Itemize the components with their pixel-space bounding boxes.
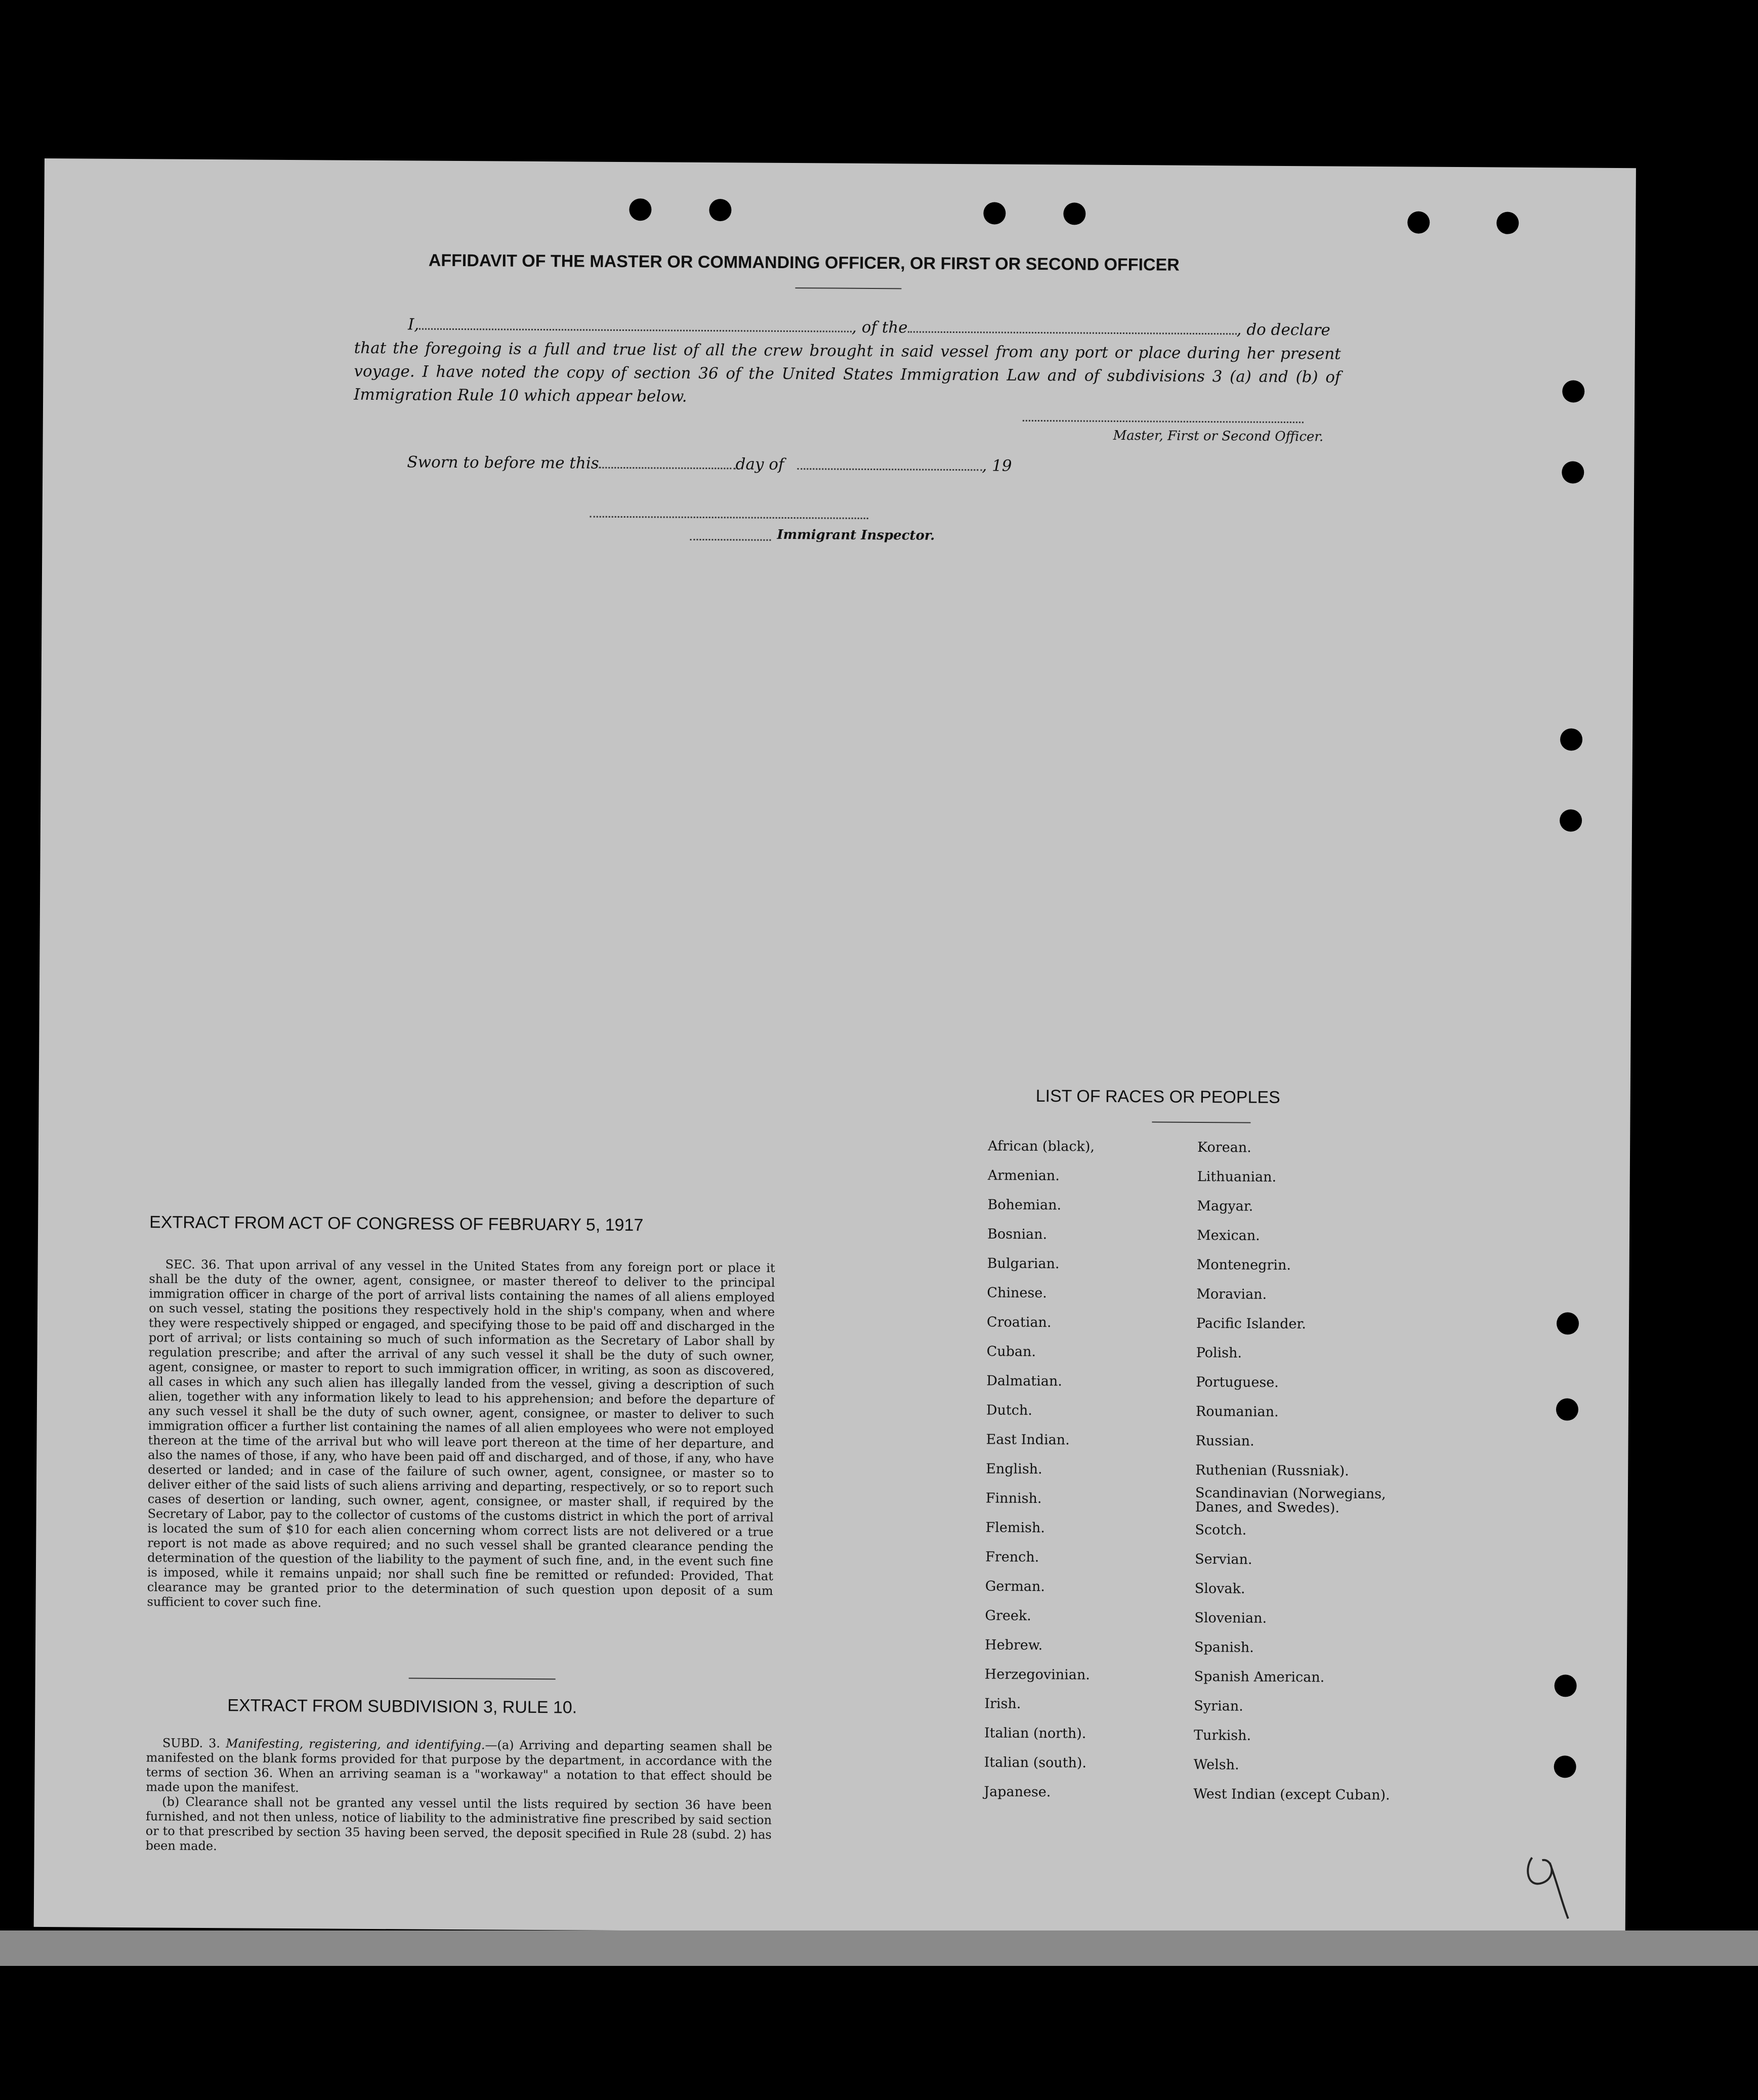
extract-act-text [147,1257,775,1613]
master-label: Master, First or Second Officer. [1113,428,1324,445]
race-item: Magyar. [1197,1198,1253,1214]
race-item: Moravian. [1196,1286,1267,1303]
race-item: East Indian. [986,1432,1070,1448]
races-title: LIST OF RACES OR PEOPLES [1035,1086,1280,1107]
affidavit-body: that the foregoing is a full and true list of all the crew brought in said vessel from any port or place during her present voyage. I have noted the copy of section 36 of the United States Immigration Law and of subdivisions 3 (a) and (b) of Immigration Rule 10 which appear below. [354,339,1341,406]
race-item: Bosnian. [987,1226,1048,1243]
punch-hole [1554,1755,1576,1778]
race-item: Montenegrin. [1196,1256,1291,1274]
race-item: Mexican. [1196,1227,1260,1244]
race-item: Croatian. [986,1314,1052,1331]
sworn-line [407,453,1012,475]
subd-a-body: —(a) Arriving and departing seamen shall be manifested on the blank forms provided for that purpose by the department, in accordance with the terms of section 36. When an arriving seaman is a "workaway" a notation to that effect should be made upon the manifest. [146,1738,772,1795]
inspector-signature-line-short[interactable] [690,539,771,541]
race-item: Pacific Islander. [1196,1315,1307,1332]
document-page [34,158,1636,1937]
punch-hole [1562,380,1584,402]
punch-hole [1496,212,1519,234]
race-item: Servian. [1195,1551,1252,1568]
race-item: Italian (south). [984,1754,1087,1771]
race-item: Irish. [984,1696,1021,1712]
race-item: West Indian (except Cuban). [1193,1786,1390,1803]
extract-divider [409,1677,556,1679]
title-divider [795,287,901,289]
race-item: Greek. [985,1608,1031,1624]
punch-hole [983,202,1006,224]
year-label: , 19 [982,456,1012,475]
punch-hole [1562,461,1584,483]
extract-rule-text [146,1736,772,1857]
subdivision-a-text [146,1736,772,1798]
sworn-day-field[interactable] [599,467,736,470]
label-i: I, [407,315,420,334]
master-signature-line[interactable] [1023,420,1304,423]
races-left-column [984,1131,1170,1808]
subdivision-b-text: (b) Clearance shall not be granted any vessel until the lists required by section 36 have been furnished, and not then unless, notice of liability to the administrative fine prescribed by said section or to that prescribed by section 35 having been served, the deposit specified in Rule 28 (subd. 2) has been made. [145,1794,772,1854]
race-item: Finnish. [985,1490,1042,1507]
race-item: Scotch. [1195,1522,1247,1538]
race-item: Turkish. [1193,1727,1251,1744]
punch-hole [709,199,731,221]
race-item: Italian (north). [984,1725,1086,1742]
punch-hole [1560,809,1582,831]
scanner-edge-strip [0,1930,1758,1966]
race-item: Scandinavian (Norwegians, Danes, and Swedes). [1195,1485,1386,1516]
handwritten-mark [1522,1847,1573,1924]
day-of-label: day of [735,455,784,474]
race-item: Spanish. [1194,1639,1254,1656]
race-item: Slovak. [1194,1580,1245,1597]
label-of-the: , of the [851,318,908,337]
vessel-field[interactable] [908,331,1237,334]
name-field[interactable] [419,328,852,332]
punch-hole [1560,728,1582,750]
race-item: African (black), [988,1138,1095,1155]
race-item: Armenian. [987,1167,1060,1184]
punch-hole [1557,1312,1579,1334]
race-item: Hebrew. [984,1637,1043,1654]
race-item: Syrian. [1194,1698,1243,1714]
affidavit-declaration-line [408,315,1330,339]
race-item: French. [985,1549,1039,1566]
sworn-label: Sworn to before me this [407,453,599,473]
punch-hole [1407,211,1430,233]
race-item: German. [985,1578,1045,1595]
punch-hole [1556,1398,1578,1420]
race-item: Roumanian. [1195,1403,1279,1420]
race-item: Polish. [1196,1345,1242,1361]
race-item: Japanese. [984,1784,1051,1800]
race-item: Cuban. [986,1343,1036,1360]
races-right-column [1193,1133,1420,1811]
punch-hole [629,198,651,221]
race-item: Dutch. [986,1402,1032,1418]
extract-act-title: EXTRACT FROM ACT OF CONGRESS OF FEBRUARY 5, 1917 [149,1212,644,1235]
race-item: Spanish American. [1194,1668,1325,1686]
race-item: Lithuanian. [1197,1168,1277,1185]
race-item: Welsh. [1193,1756,1239,1773]
label-do-declare: , do declare [1236,320,1330,340]
race-item: Korean. [1197,1139,1251,1156]
inspector-label: Immigrant Inspector. [777,527,935,543]
race-item: Herzegovinian. [984,1666,1090,1683]
races-title-divider [1152,1121,1250,1123]
section-36-text: SEC. 36. That upon arrival of any vessel in the United States from any foreign port or place it shall be the duty of the owner, agent, consignee, or master thereof to deliver to the principal immigration officer in charge of the port of arrival lists containing the names of all aliens employed on such vessel, stating the positions they respectively hold in the ship's company, when and where they were respectively shipped or engaged, and specifying those to be paid off and discharged in the port of arrival; or lists containing so much of such information as the Secretary of Labor shall by regulation prescribe; and after the arrival of any such vessel it shall be the duty of such owner, agent, consignee, or master to report to such immigration officer, in writing, as soon as discovered, all cases in which any such alien has illegally landed from the vessel, giving a description of such alien, together with any information likely to lead to his apprehension; and before the departure of any such vessel it shall be the duty of such owner, agent, consignee, or master to deliver to such immigration officer a further list containing the names of all alien employees who were not employed thereon at the time of the arrival but who will leave port thereon at the time of her departure, and also the names of those, if any, who have been paid off and discharged, and of those, if any, who have deserted or landed; and in case of the failure of such owner, agent, consignee, or master so to deliver either of the said lists of such aliens arriving and departing, respectively, or so to report such cases of desertion or landing, such owner, agent, consignee, or master shall, if required by the Secretary of Labor, pay to the collector of customs of the customs district in which the port of arrival is located the sum of $10 for each alien concerning whom correct lists are not delivered or a true report is not made as above required; and no such vessel shall be granted clearance pending the determination of the question of the liability to the payment of such fine, and, in the event such fine is imposed, while it remains unpaid; nor shall such fine be remitted or refunded: Provided, That clearance may be granted prior to the determination of such question upon deposit of a sum sufficient to cover such fine. [147,1257,775,1610]
race-item: Bulgarian. [987,1255,1060,1272]
race-item: Dalmatian. [986,1373,1063,1390]
race-item: English. [986,1461,1042,1478]
race-item: Bohemian. [987,1197,1062,1213]
inspector-signature-line[interactable] [590,516,868,519]
race-item: Flemish. [985,1520,1045,1536]
race-item: Slovenian. [1194,1610,1267,1626]
sworn-month-field[interactable] [797,468,982,471]
race-item: Chinese. [987,1285,1047,1301]
extract-rule-title: EXTRACT FROM SUBDIVISION 3, RULE 10. [227,1696,577,1717]
race-item: Ruthenian (Russniak). [1195,1462,1349,1479]
race-item: Russian. [1195,1433,1254,1449]
affidavit-title: AFFIDAVIT OF THE MASTER OR COMMANDING OFFICER, OR FIRST OR SECOND OFFICER [428,250,1180,275]
punch-hole [1554,1674,1576,1697]
race-item: Portuguese. [1196,1374,1279,1391]
subd-heading: Manifesting, registering, and identifying. [226,1736,485,1752]
subd-label: SUBD. 3. [162,1736,221,1751]
punch-hole [1063,202,1085,225]
